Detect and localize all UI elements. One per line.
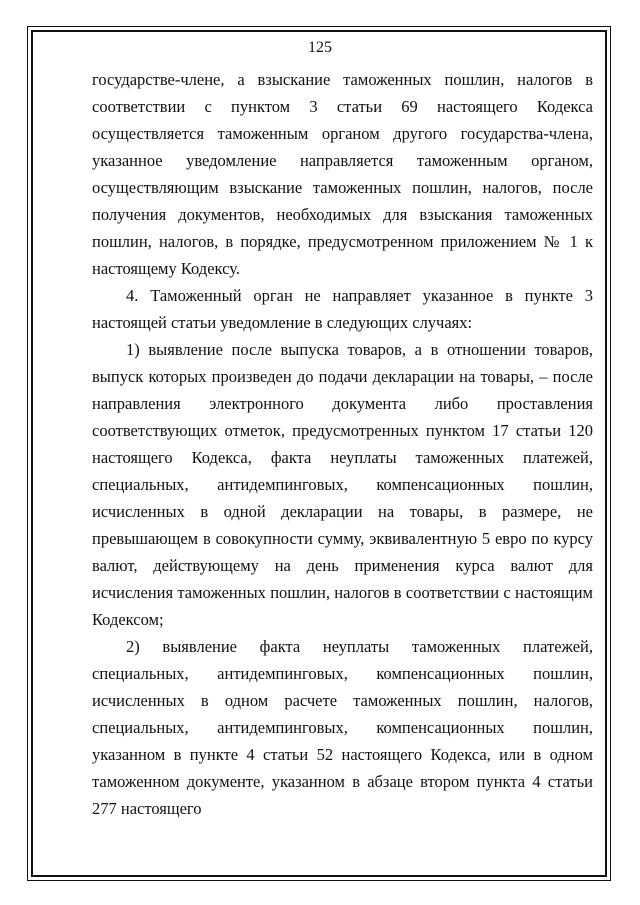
- paragraph-continuation: государстве-члене, а взыскание таможенных пошлин, налогов в соответствии с пунктом 3 статьи 69 настоящего Кодекса осуществляется таможенным органом другого государства-члена, указанное уведомление направляется таможенным органом, осуществляющим взыскание таможенных пошлин, налогов, после получения документов, необходимых для взыскания таможенных пошлин, налогов, в порядке, предусмотренном приложением № 1 к настоящему Кодексу.: [92, 70, 593, 278]
- paragraph-subclause-2: 2) выявление факта неуплаты таможенных платежей, специальных, антидемпинговых, компенсационных пошлин, исчисленных в одном расчете таможенных пошлин, налогов, специальных, антидемпинговых, компенсационных пошлин, указанном в пункте 4 статьи 52 настоящего Кодекса, или в одном таможенном документе, указанном в абзаце втором пункта 4 статьи 277 настоящего: [92, 637, 593, 818]
- paragraph-clause-4: 4. Таможенный орган не направляет указанное в пункте 3 настоящей статьи уведомление в следующих случаях:: [92, 286, 593, 332]
- page-number: 125: [308, 39, 332, 56]
- paragraph-subclause-1: 1) выявление после выпуска товаров, а в отношении товаров, выпуск которых произведен до подачи декларации на товары, – после направления электронного документа либо проставления соответствующих отметок, предусмотренных пунктом 17 статьи 120 настоящего Кодекса, факта неуплаты таможенных платежей, специальных, антидемпинговых, компенсационных пошлин, исчисленных в одной декларации на товары, в размере, не превышающем в совокупности сумму, эквивалентную 5 евро по курсу валют, действующему на день применения курса валют для исчисления таможенных пошлин, налогов в соответствии с настоящим Кодексом;: [92, 340, 593, 629]
- document-body: [92, 66, 593, 822]
